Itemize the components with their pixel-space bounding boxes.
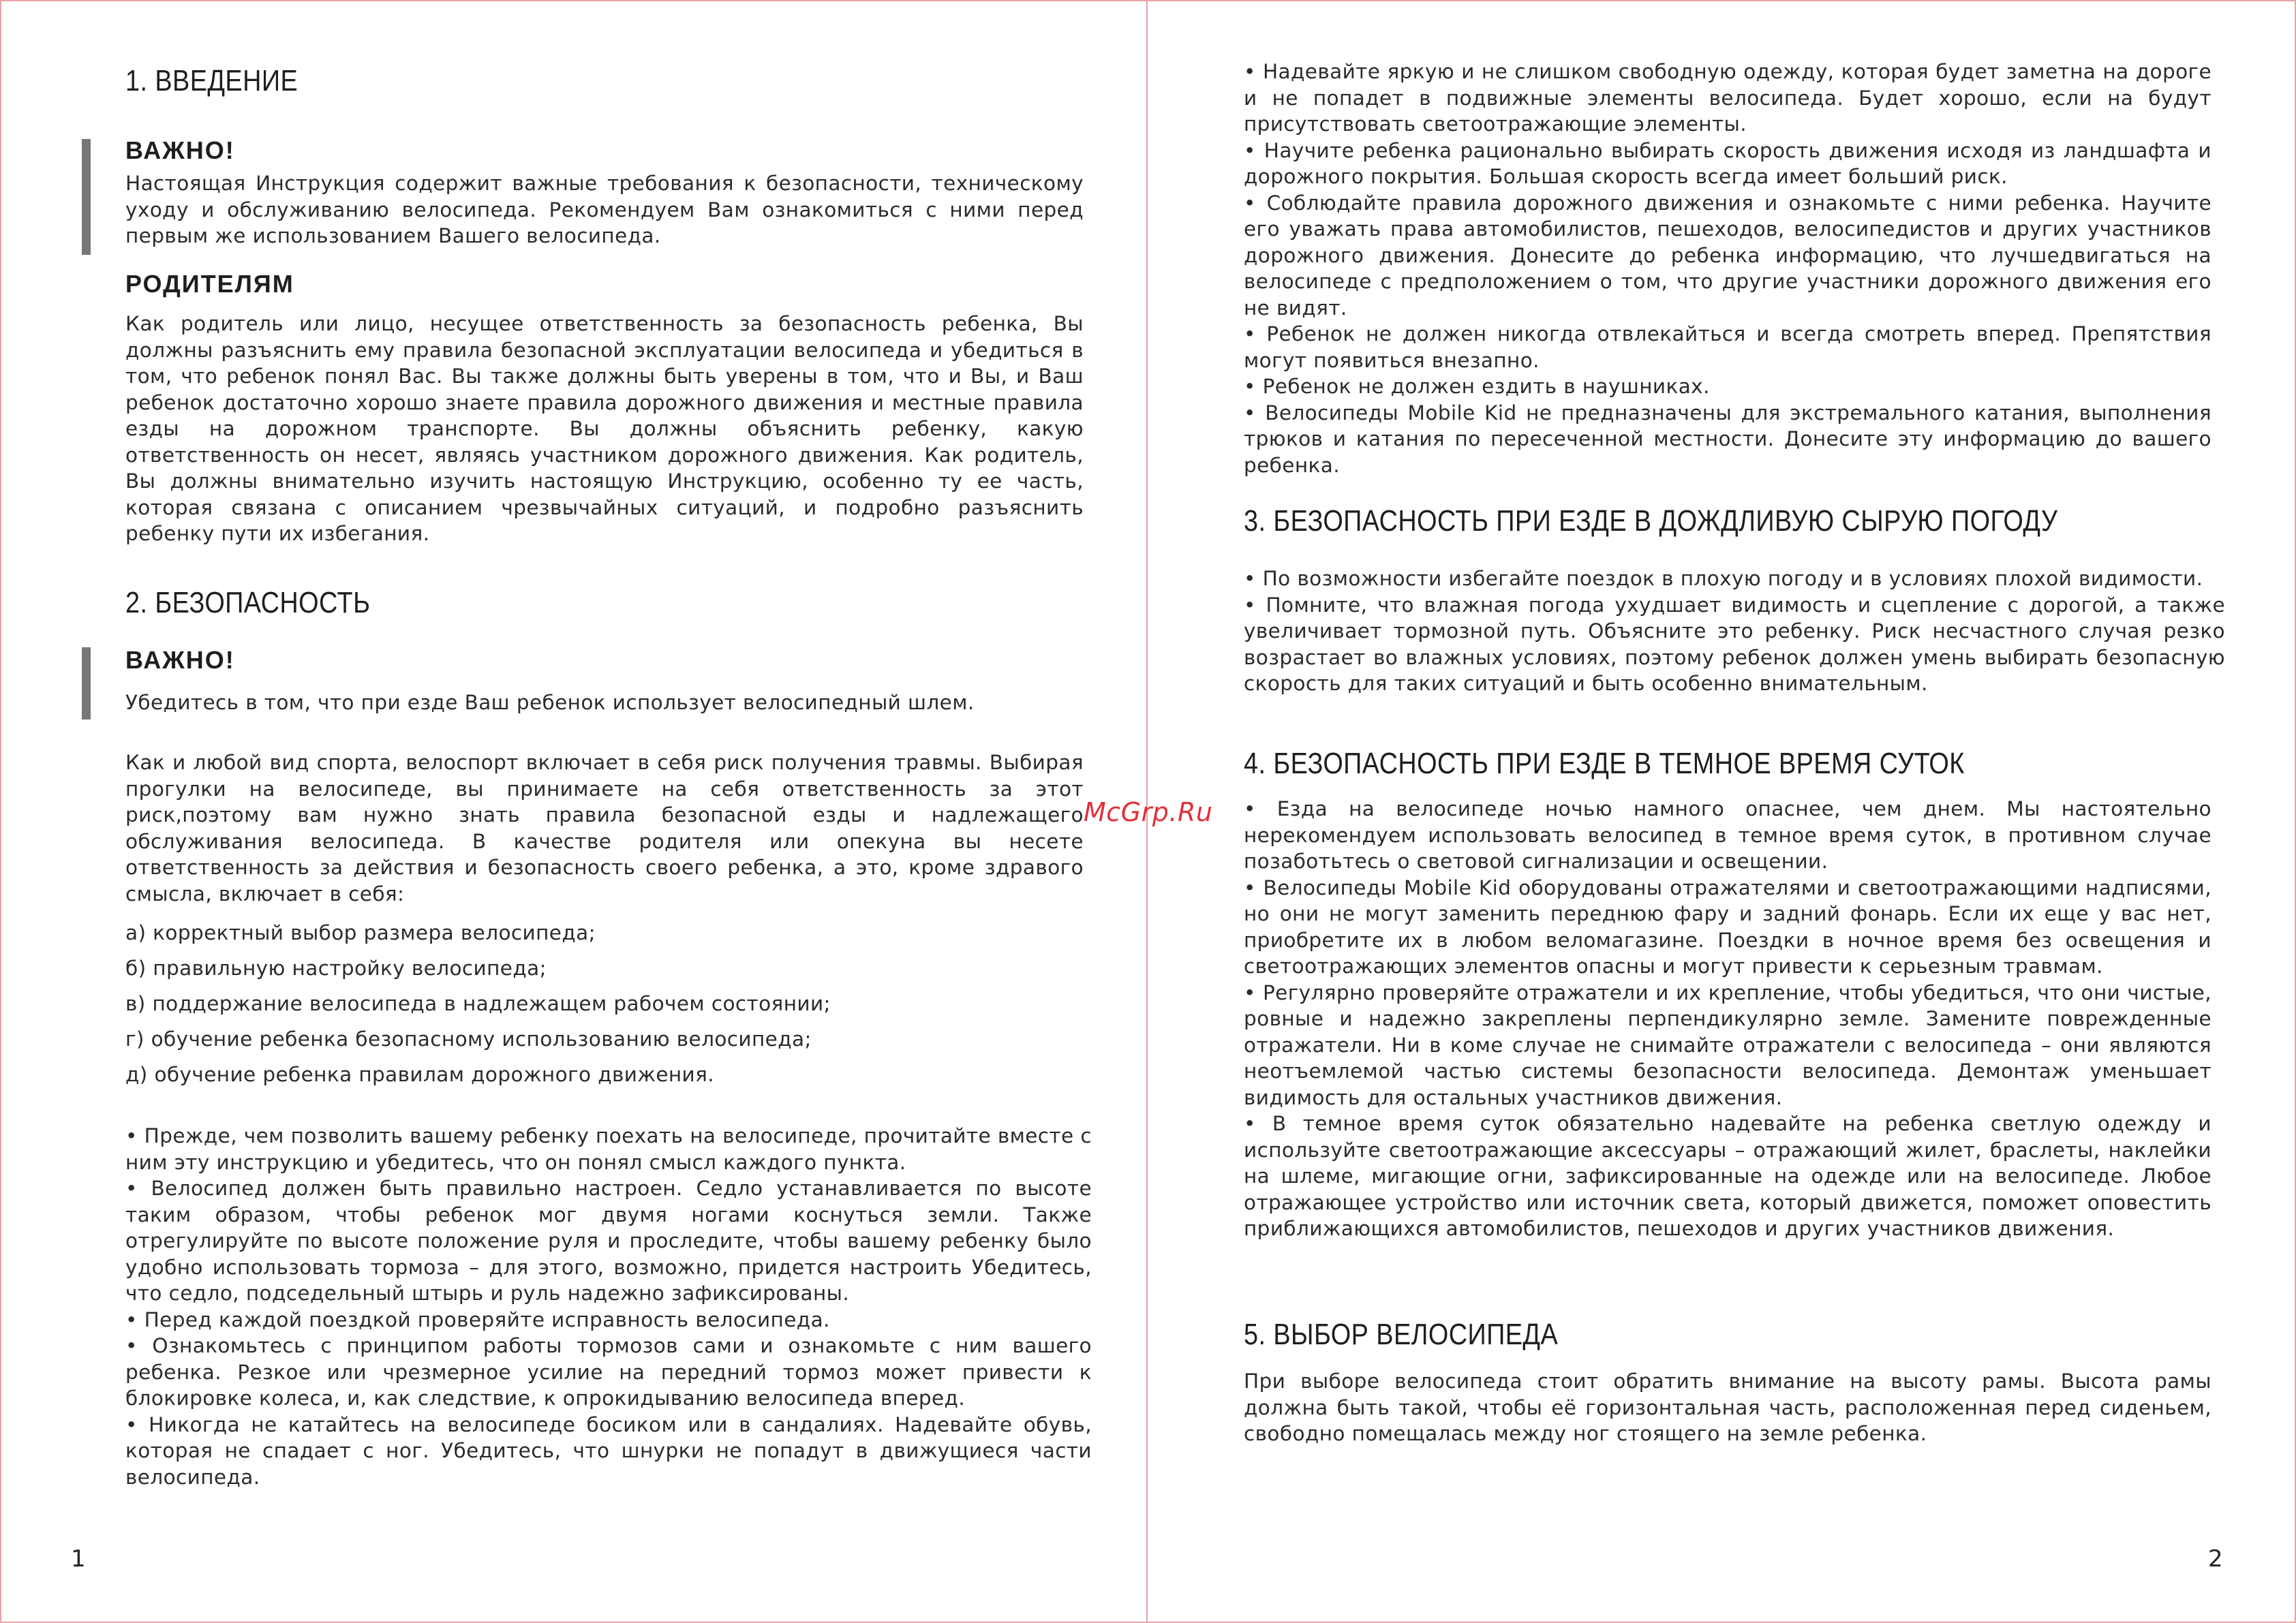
section-2-title: 2. БЕЗОПАСНОСТЬ <box>125 586 371 619</box>
bullet-item: • По возможности избегайте поездок в плохую погоду и в условиях плохой видимости. <box>1244 567 2203 590</box>
watermark: McGrp.Ru <box>1084 797 1213 827</box>
parents-text: Как родитель или лицо, несущее ответственность за безопасность ребенка, Вы должны разъяснить ему правила безопасной эксплуатации велосипеда и убедиться в том, что ребенок понял Вас. Вы также должны быть уверены в том, что и Вы, и Ваш ребенок достаточно хорошо знаете правила дорожного движения и местные правила езды на дорожном транспорте. Вы должны объяснить ребенку, какую ответственность он несет, являясь участником дорожного движения. Как родитель, Вы должны внимательно изучить настоящую Инструкцию, особенно ту ее часть, которая связана с описанием чрезвычайных ситуаций, и подробно разъяснить ребенку пути их избегания. <box>125 312 1084 545</box>
bullet-item: • Помните, что влажная погода ухудшает видимость и сцепление с дорогой, а также увеличивает тормозной путь. Объясните это ребенку. Риск несчастного случая резко возрастает во влажных условиях, поэтому ребенок должен умень выбирать безопасную скорость для таких ситуаций и быть особенно внимательным. <box>1244 593 2225 695</box>
list-item: б) правильную настройку велосипеда; <box>125 957 547 980</box>
right-page <box>1244 0 2225 1623</box>
sport-risk-text: Как и любой вид спорта, велоспорт включает в себя риск получения травмы. Выбирая прогулки на велосипеде, вы принимаете на себя ответственность за этот риск,поэтому вам нужно знать правила безопасной езды и надлежащего обслуживания велосипеда. В качестве родителя или опекуна вы несете ответственность за действия и безопасность своего ребенка, а это, кроме здравого смысла, включает в себя: <box>125 751 1084 906</box>
bullet-item: • Никогда не катайтесь на велосипеде босиком или в сандалиях. Надевайте обувь, которая не спадает с ног. Убедитесь, что шнурки не попадут в движущиеся части велосипеда. <box>125 1412 1092 1489</box>
list-item: г) обучение ребенка безопасному использованию велосипеда; <box>125 1027 812 1051</box>
bullet-item: • Велосипеды Mobile Kid оборудованы отражателями и светоотражающими надписями, но они не могут заменить переднюю фару и задний фонарь. Если их еще у вас нет, приобретите их в любом веломагазине. Поездки в ночное время без освещения и светоотражающих элементов опасны и могут привести к серьезным травмам. <box>1244 876 2211 978</box>
page-number-right: 2 <box>2208 1545 2223 1573</box>
list-item: в) поддержание велосипеда в надлежащем рабочем состоянии; <box>125 992 831 1015</box>
bullet-item: • Регулярно проверяйте отражатели и их крепление, чтобы убедиться, что они чистые, ровные и надежно закреплены перпендикулярно земле. Замените поврежденные отражатели. Ни в коме случае не снимайте отражатели с велосипеда – они являются неотъемлемой частью системы безопасности велосипеда. Демонтаж уменьшает видимость для остальных участников движения. <box>1244 980 2211 1109</box>
bullet-item: • Ребенок не должен ездить в наушниках. <box>1244 375 1710 398</box>
section-3-bullets <box>1244 566 2225 697</box>
list-item: а) корректный выбор размера велосипеда; <box>125 921 596 944</box>
left-bullets <box>125 1123 1092 1490</box>
page-number-left: 1 <box>71 1545 86 1573</box>
bullet-item: • Ребенок не должен никогда отвлекайться и всегда смотреть вперед. Препятствия могут появиться внезапно. <box>1244 322 2211 372</box>
bullet-item: • Ознакомьтесь с принципом работы тормозов сами и ознакомьте с ним вашего ребенка. Резкое или чрезмерное усилие на передний тормоз может привести к блокировке колеса, и, как следствие, к опрокидыванию велосипеда вперед. <box>125 1334 1092 1410</box>
parents-heading: РОДИТЕЛЯМ <box>125 270 294 298</box>
right-top-bullets <box>1244 59 2211 478</box>
bullet-item: • Езда на велосипеде ночью намного опаснее, чем днем. Мы настоятельно нерекомендуем использовать велосипед в темное время суток, в противном случае позаботьтесь о световой сигнализации и освещении. <box>1244 797 2211 873</box>
important-2-heading: ВАЖНО! <box>125 646 235 674</box>
bullet-item: • Перед каждой поездкой проверяйте исправность велосипеда. <box>125 1308 830 1331</box>
important-2-text: Убедитесь в том, что при езде Ваш ребенок использует велосипедный шлем. <box>125 691 975 714</box>
bullet-item: • Велосипед должен быть правильно настроен. Седло устанавливается по высоте таким образом, чтобы ребенок мог двумя ногами коснуться земли. Также отрегулируйте по высоте положение руля и проследите, чтобы вашему ребенку было удобно использовать тормоза – для этого, возможно, придется настроить Убедитесь, что седло, подседельный штырь и руль надежно зафиксированы. <box>125 1177 1092 1305</box>
left-page <box>125 0 1092 1623</box>
important-bar-1 <box>82 139 91 255</box>
section-3-title: 3. БЕЗОПАСНОСТЬ ПРИ ЕЗДЕ В ДОЖДЛИВУЮ СЫРУЮ ПОГОДУ <box>1244 504 2058 538</box>
important-1-text: Настоящая Инструкция содержит важные требования к безопасности, техническому уходу и обслуживанию велосипеда. Рекомендуем Вам ознакомиться с ними перед первым же использованием Вашего велосипеда. <box>125 172 1084 247</box>
list-item: д) обучение ребенка правилам дорожного движения. <box>125 1063 715 1086</box>
bullet-item: • Велосипеды Mobile Kid не предназначены для экстремального катания, выполнения трюков и катания по пересеченной местности. Донесите эту информацию до вашего ребенка. <box>1244 401 2211 477</box>
bullet-item: • Прежде, чем позволить вашему ребенку поехать на велосипеде, прочитайте вместе с ним эту инструкцию и убедитесь, что он понял смысл каждого пункта. <box>125 1124 1092 1174</box>
section-1-title: 1. ВВЕДЕНИЕ <box>125 64 299 97</box>
bullet-item: • Соблюдайте правила дорожного движения и ознакомьте с ними ребенка. Научите его уважать права автомобилистов, пешеходов, велосипедистов и других участников дорожного движения. Донесите до ребенка информацию, что лучшедвигаться на велосипеде с предположением о том, что другие участники дорожного движения его не видят. <box>1244 191 2211 320</box>
important-bar-2 <box>82 647 91 720</box>
bullet-item: • В темное время суток обязательно надевайте на ребенка светлую одежду и используйте светоотражающие аксессуары – отражающий жилет, браслеты, наклейки на шлеме, мигающие огни, зафиксированные на одежде или на велосипеде. Любое отражающее устройство или источник света, который движется, поможет оповестить приближающихся автомобилистов, пешеходов и других участников движения. <box>1244 1112 2211 1240</box>
section-5-title: 5. ВЫБОР ВЕЛОСИПЕДА <box>1244 1318 1559 1351</box>
bullet-item: • Надевайте яркую и не слишком свободную одежду, которая будет заметна на дороге и не попадет в подвижные элементы велосипеда. Будет хорошо, если на будут присутствовать светоотражающие элементы. <box>1244 60 2211 136</box>
bullet-item: • Научите ребенка рационально выбирать скорость движения исходя из ландшафта и дорожного покрытия. Большая скорость всегда имеет больший риск. <box>1244 138 2211 188</box>
section-4-bullets <box>1244 796 2211 1242</box>
section-4-title: 4. БЕЗОПАСНОСТЬ ПРИ ЕЗДЕ В ТЕМНОЕ ВРЕМЯ СУТОК <box>1244 747 1965 780</box>
important-1-heading: ВАЖНО! <box>125 136 235 164</box>
section-5-text: При выборе велосипеда стоит обратить внимание на высоту рамы. Высота рамы должна быть такой, чтобы её горизонтальная часть, расположенная перед сиденьем, свободно помещалась между ног стоящего на земле ребенка. <box>1244 1370 2211 1445</box>
